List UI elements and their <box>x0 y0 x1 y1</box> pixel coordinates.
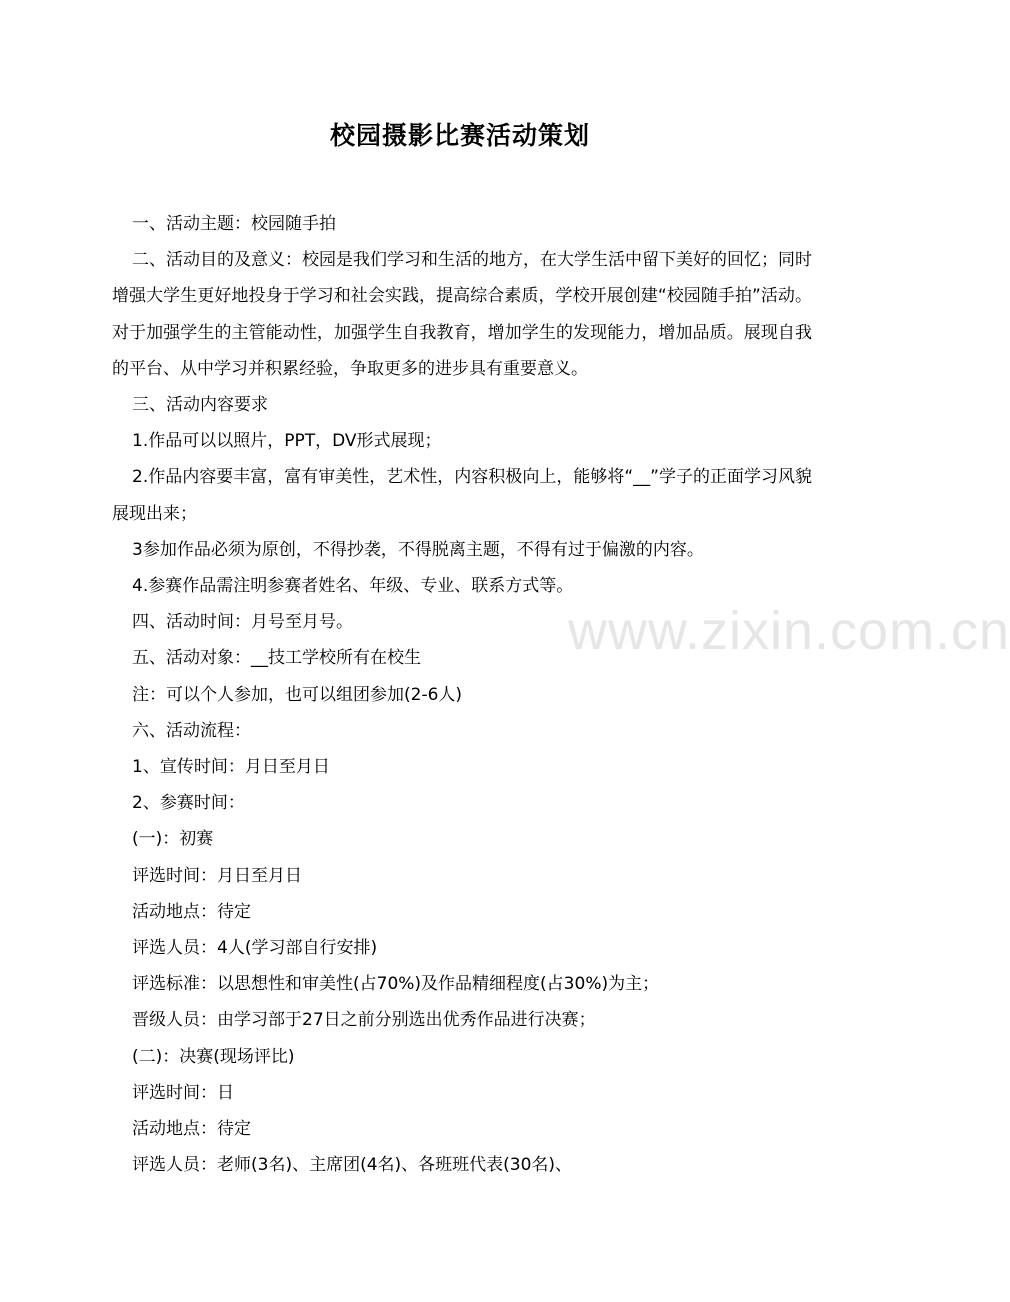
requirement-item-1: 1.作品可以以照片，PPT，DV形式展现； <box>132 431 442 452</box>
preliminary-criteria: 评选标准：以思想性和审美性(占70%)及作品精细程度(占30%)为主； <box>132 974 660 995</box>
participation-note: 注：可以个人参加，也可以组团参加(2-6人) <box>132 684 463 705</box>
requirement-item-3: 3参加作品必须为原创，不得抄袭，不得脱离主题，不得有过于偏激的内容。 <box>132 539 704 560</box>
requirement-item-2: 2.作品内容要丰富，富有审美性，艺术性，内容积极向上，能够将“__”学子的正面学习风貌展现出来； <box>112 467 812 524</box>
preliminary-round-heading: (一)：初赛 <box>132 829 214 850</box>
section-activity-process: 六、活动流程： <box>132 720 251 741</box>
preliminary-judges: 评选人员：4人(学习部自行安排) <box>132 938 378 959</box>
final-location: 活动地点：待定 <box>132 1119 251 1140</box>
final-selection-time: 评选时间：日 <box>132 1082 234 1103</box>
watermark: www.zixin.com.cn <box>568 601 1010 661</box>
section-theme: 一、活动主题：校园随手拍 <box>132 214 336 234</box>
process-competition-time: 2、参赛时间： <box>132 793 245 814</box>
preliminary-location: 活动地点：待定 <box>132 901 251 922</box>
document-body <box>112 206 812 1183</box>
process-promotion-time: 1、宣传时间：月日至月日 <box>132 757 330 778</box>
preliminary-selection-time: 评选时间：月日至月日 <box>132 865 302 886</box>
final-judges: 评选人员：老师(3名)、主席团(4名)、各班班代表(30名)、 <box>132 1155 573 1176</box>
section-activity-time: 四、活动时间：月号至月号。 <box>132 612 353 633</box>
document-title: 校园摄影比赛活动策划 <box>329 121 590 150</box>
section-content-requirements: 三、活动内容要求 <box>132 395 268 416</box>
section-purpose-paragraph: 二、活动目的及意义：校园是我们学习和生活的地方，在大学生活中留下美好的回忆；同时增强大学生更好地投身于学习和社会实践，提高综合素质，学校开展创建“校园随手拍”活动。对于加强学生的主管能动性，加强学生自我教育，增加学生的发现能力，增加品质。展现自我的平台、从中学习并积累经验，争取更多的进步具有重要意义。 <box>112 250 812 379</box>
final-round-heading: (二)：决赛(现场评比) <box>132 1046 295 1067</box>
section-activity-target: 五、活动对象：__技工学校所有在校生 <box>132 648 421 669</box>
requirement-item-4: 4.参赛作品需注明参赛者姓名、年级、专业、联系方式等。 <box>132 576 574 597</box>
preliminary-advancement: 晋级人员：由学习部于27日之前分别选出优秀作品进行决赛； <box>132 1010 596 1031</box>
